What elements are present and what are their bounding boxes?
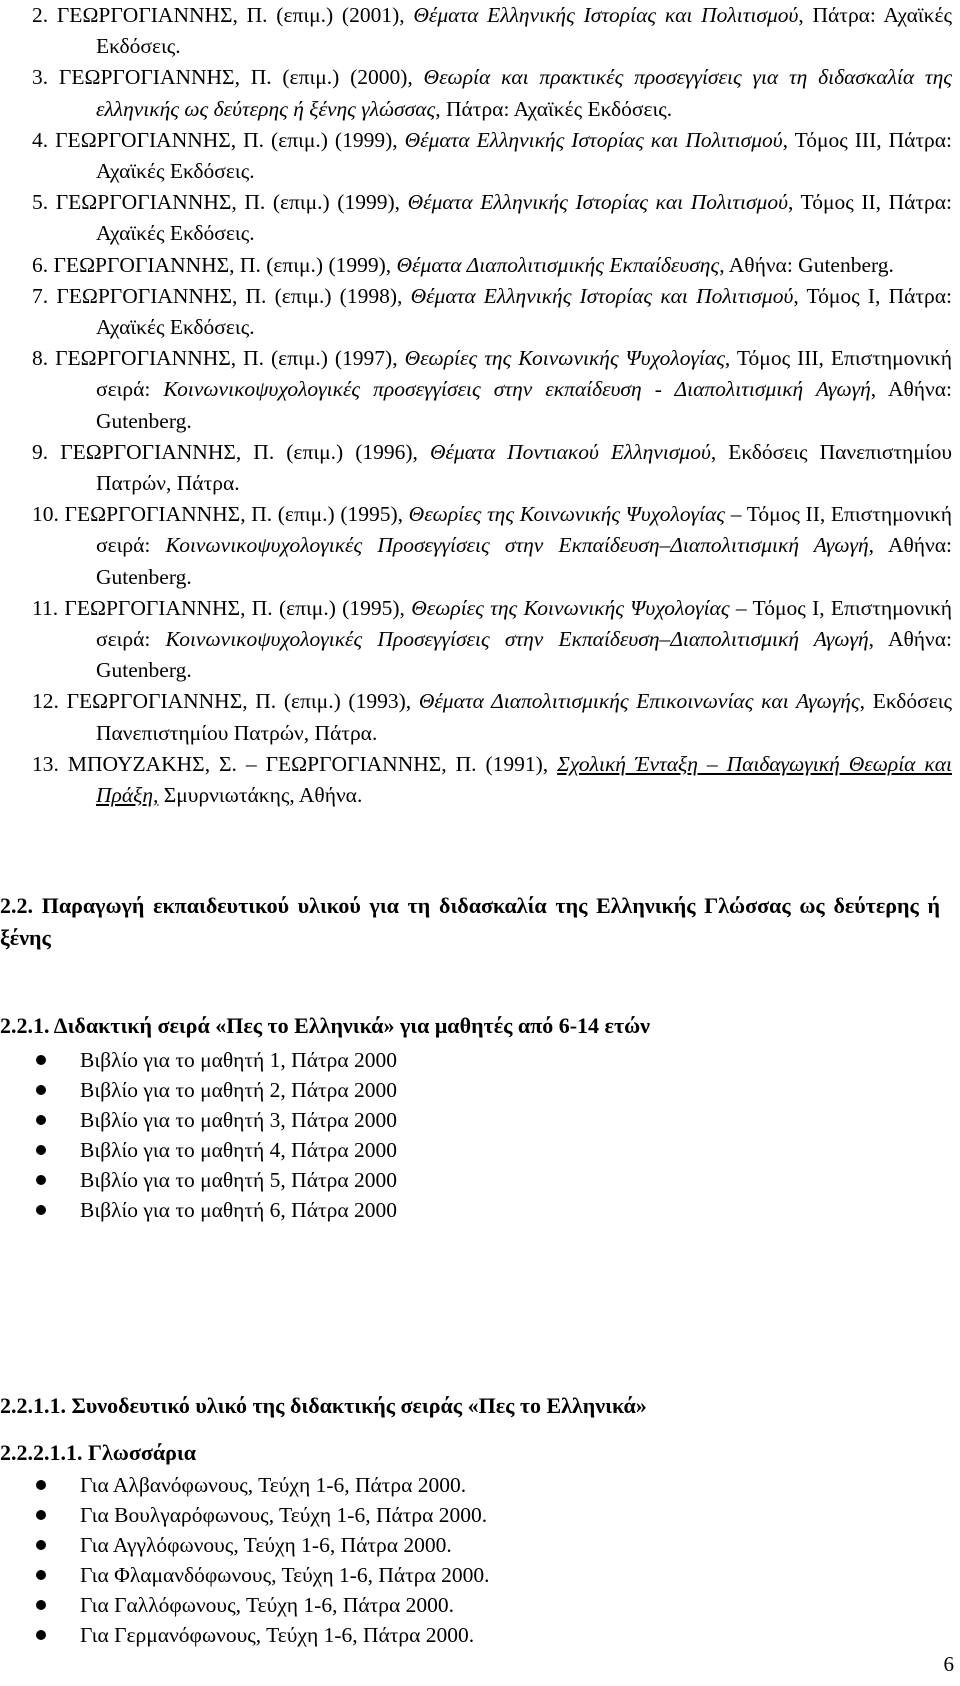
- reference-author: ΓΕΩΡΓΟΓΙΑΝΝΗΣ, Π. (επιμ.) (1993),: [66, 689, 419, 714]
- reference-title: Θέματα Διαπολιτισμικής Εκπαίδευσης: [396, 252, 720, 277]
- list-item: [0, 1620, 900, 1650]
- list-item-text: Βιβλίο για το μαθητή 4, Πάτρα 2000: [80, 1138, 397, 1162]
- reference-number: 3.: [32, 65, 49, 90]
- list-item: [0, 1105, 900, 1135]
- reference-publisher: , Αθήνα: Gutenberg.: [719, 252, 894, 277]
- bullet-icon: [36, 1055, 46, 1065]
- reference-series-title: Κοινωνικοψυχολογικές Προσεγγίσεις στην Εκπαίδευση–Διαπολιτισμική Αγωγή: [165, 533, 869, 558]
- reference-title: Θέματα Διαπολιτισμικής Επικοινωνίας και Αγωγής: [418, 689, 860, 714]
- reference-item: [32, 437, 960, 499]
- list-item-text: Για Αλβανόφωνους, Τεύχη 1-6, Πάτρα 2000.: [80, 1473, 467, 1497]
- reference-number: 12.: [32, 689, 59, 714]
- list-item: [0, 1165, 900, 1195]
- reference-series-title: Κοινωνικοψυχολογικές Προσεγγίσεις στην Εκπαίδευση–Διαπολιτισμική Αγωγή: [165, 627, 869, 652]
- list-item: [0, 1195, 900, 1225]
- reference-item: [32, 250, 960, 281]
- reference-title: Θεωρίες της Κοινωνικής Ψυχολογίας: [411, 595, 730, 620]
- reference-publisher: , Πάτρα: Αχαϊκές Εκδόσεις.: [435, 96, 673, 121]
- bullet-icon: [36, 1115, 46, 1125]
- list-item: [0, 1470, 900, 1500]
- list-item-text: Για Αγγλόφωνους, Τεύχη 1-6, Πάτρα 2000.: [80, 1533, 452, 1557]
- reference-title: Θεωρίες της Κοινωνικής Ψυχολογίας: [408, 502, 726, 527]
- reference-number: 10.: [32, 502, 59, 527]
- reference-title: Θέματα Ελληνικής Ιστορίας και Πολιτισμού: [410, 283, 794, 308]
- bullet-icon: [36, 1510, 46, 1520]
- reference-publisher: , Εκδόσεις Πανεπιστημίου Πατρών, Πάτρα.: [96, 689, 953, 745]
- reference-item: [32, 62, 960, 124]
- reference-publisher-2: , Αθήνα: Gutenberg.: [96, 627, 953, 683]
- reference-item: [32, 343, 960, 437]
- reference-item: [32, 593, 960, 687]
- reference-author: ΓΕΩΡΓΟΓΙΑΝΝΗΣ, Π. (επιμ.) (2001),: [56, 3, 414, 27]
- reference-author: ΓΕΩΡΓΟΓΙΑΝΝΗΣ, Π. (επιμ.) (2000),: [58, 65, 424, 90]
- reference-publisher: , Τόμος ΙΙΙ, Πάτρα: Αχαϊκές Εκδόσεις.: [96, 127, 953, 184]
- bullet-icon: [36, 1205, 46, 1215]
- reference-publisher: , Εκδόσεις Πανεπιστημίου Πατρών, Πάτρα.: [96, 439, 952, 496]
- book-list: [0, 1045, 900, 1225]
- bullet-icon: [36, 1175, 46, 1185]
- reference-list: [32, 0, 960, 811]
- glossary-list: [0, 1470, 900, 1650]
- reference-publisher-2: , Αθήνα: Gutenberg.: [96, 377, 953, 433]
- list-item-text: Βιβλίο για το μαθητή 3, Πάτρα 2000: [80, 1108, 397, 1132]
- section-heading-2-2: 2.2. Παραγωγή εκπαιδευτικού υλικού για τη διδασκαλία της Ελληνικής Γλώσσας ως δεύτερης ή ξένης: [0, 893, 940, 950]
- list-item-text: Για Βουλγαρόφωνους, Τεύχη 1-6, Πάτρα 2000.: [80, 1503, 488, 1527]
- reference-number: 4.: [32, 127, 49, 152]
- reference-title: Θέματα Ελληνικής Ιστορίας και Πολιτισμού: [404, 127, 783, 152]
- reference-number: 5.: [32, 190, 49, 215]
- list-item-text: Για Γαλλόφωνους, Τεύχη 1-6, Πάτρα 2000.: [80, 1593, 455, 1617]
- reference-title: Θέματα Ελληνικής Ιστορίας και Πολιτισμού: [407, 190, 788, 215]
- bullet-icon: [36, 1540, 46, 1550]
- list-item-text: Βιβλίο για το μαθητή 6, Πάτρα 2000: [80, 1198, 397, 1222]
- list-item: [0, 1590, 900, 1620]
- reference-author: ΜΠΟΥΖΑΚΗΣ, Σ. – ΓΕΩΡΓΟΓΙΑΝΝΗΣ, Π. (1991),: [67, 751, 558, 776]
- reference-item: [32, 749, 960, 811]
- section-heading-2-2-1-1: 2.2.1.1. Συνοδευτικό υλικό της διδακτικής σειράς «Πες το Ελληνικά»: [0, 1393, 647, 1418]
- reference-number: 6.: [32, 252, 49, 277]
- reference-title: Σχολική Ένταξη – Παιδαγωγική Θεωρία και Πράξη,: [96, 751, 952, 808]
- list-item: [0, 1075, 900, 1105]
- reference-series-title: Κοινωνικοψυχολογικές προσεγγίσεις στην εκπαίδευση - Διαπολιτισμική Αγωγή: [163, 377, 871, 402]
- reference-publisher: – Τόμος ΙΙ, Επιστημονική σειρά:: [96, 502, 953, 558]
- bullet-icon: [36, 1085, 46, 1095]
- section-heading-2-2-1: 2.2.1. Διδακτική σειρά «Πες το Ελληνικά» για μαθητές από 6-14 ετών: [0, 1013, 650, 1038]
- reference-item: [32, 125, 960, 187]
- reference-title: Θέματα Ελληνικής Ιστορίας και Πολιτισμού: [413, 3, 799, 27]
- list-item-text: Για Γερμανόφωνους, Τεύχη 1-6, Πάτρα 2000.: [80, 1623, 475, 1647]
- page-number: 6: [943, 1652, 954, 1676]
- reference-publisher: , Τόμος Ι, Πάτρα: Αχαϊκές Εκδόσεις.: [96, 283, 952, 340]
- reference-number: 13.: [32, 751, 59, 776]
- reference-publisher: Σμυρνιωτάκης, Αθήνα.: [158, 783, 363, 808]
- reference-publisher: , Τόμος ΙΙ, Πάτρα: Αχαϊκές Εκδόσεις.: [96, 190, 952, 246]
- bullet-icon: [36, 1570, 46, 1580]
- list-item-text: Βιβλίο για το μαθητή 2, Πάτρα 2000: [80, 1078, 397, 1102]
- bullet-icon: [36, 1600, 46, 1610]
- list-item: [0, 1045, 900, 1075]
- reference-author: ΓΕΩΡΓΟΓΙΑΝΝΗΣ, Π. (επιμ.) (1995),: [64, 502, 409, 527]
- reference-number: 9.: [32, 439, 49, 464]
- list-item-text: Για Φλαμανδόφωνους, Τεύχη 1-6, Πάτρα 2000.: [80, 1563, 490, 1587]
- reference-item: [32, 499, 960, 593]
- bullet-icon: [36, 1630, 46, 1640]
- reference-publisher: , Πάτρα: Αχαϊκές Εκδόσεις.: [96, 3, 953, 59]
- list-item-text: Βιβλίο για το μαθητή 1, Πάτρα 2000: [80, 1048, 397, 1072]
- bullet-icon: [36, 1145, 46, 1155]
- reference-item: [32, 0, 960, 62]
- reference-title: Θέματα Ποντιακού Ελληνισμού: [429, 439, 711, 464]
- reference-publisher: – Τόμος Ι, Επιστημονική σειρά:: [96, 595, 953, 652]
- reference-number: 8.: [32, 346, 49, 371]
- bullet-icon: [36, 1480, 46, 1490]
- reference-item: [32, 686, 960, 748]
- reference-item: [32, 281, 960, 343]
- list-item-text: Βιβλίο για το μαθητή 5, Πάτρα 2000: [80, 1168, 397, 1192]
- reference-author: ΓΕΩΡΓΟΓΙΑΝΝΗΣ, Π. (επιμ.) (1999),: [55, 190, 408, 215]
- reference-title: Θεωρία και πρακτικές προσεγγίσεις για τη διδασκαλία της ελληνικής ως δεύτερης ή ξένης γλώσσας: [96, 65, 953, 121]
- reference-number: 2.: [32, 3, 49, 27]
- reference-item: [32, 187, 960, 249]
- reference-publisher: , Τόμος ΙΙΙ, Επιστημονική σειρά:: [96, 346, 953, 402]
- reference-author: ΓΕΩΡΓΟΓΙΑΝΝΗΣ, Π. (επιμ.) (1997),: [55, 346, 405, 371]
- reference-title: Θεωρίες της Κοινωνικής Ψυχολογίας: [404, 346, 725, 371]
- list-item: [0, 1500, 900, 1530]
- reference-publisher-2: , Αθήνα: Gutenberg.: [96, 533, 953, 589]
- list-item: [0, 1135, 900, 1165]
- list-item: [0, 1560, 900, 1590]
- reference-author: ΓΕΩΡΓΟΓΙΑΝΝΗΣ, Π. (επιμ.) (1996),: [60, 439, 430, 464]
- reference-author: ΓΕΩΡΓΟΓΙΑΝΝΗΣ, Π. (επιμ.) (1999),: [53, 252, 397, 277]
- reference-author: ΓΕΩΡΓΟΓΙΑΝΝΗΣ, Π. (επιμ.) (1998),: [56, 283, 411, 308]
- reference-number: 7.: [32, 283, 49, 308]
- list-item: [0, 1530, 900, 1560]
- reference-number: 11.: [32, 595, 59, 620]
- reference-author: ΓΕΩΡΓΟΓΙΑΝΝΗΣ, Π. (επιμ.) (1995),: [64, 595, 412, 620]
- reference-author: ΓΕΩΡΓΟΓΙΑΝΝΗΣ, Π. (επιμ.) (1999),: [55, 127, 405, 152]
- section-heading-glossaries: 2.2.2.1.1. Γλωσσάρια: [0, 1440, 196, 1465]
